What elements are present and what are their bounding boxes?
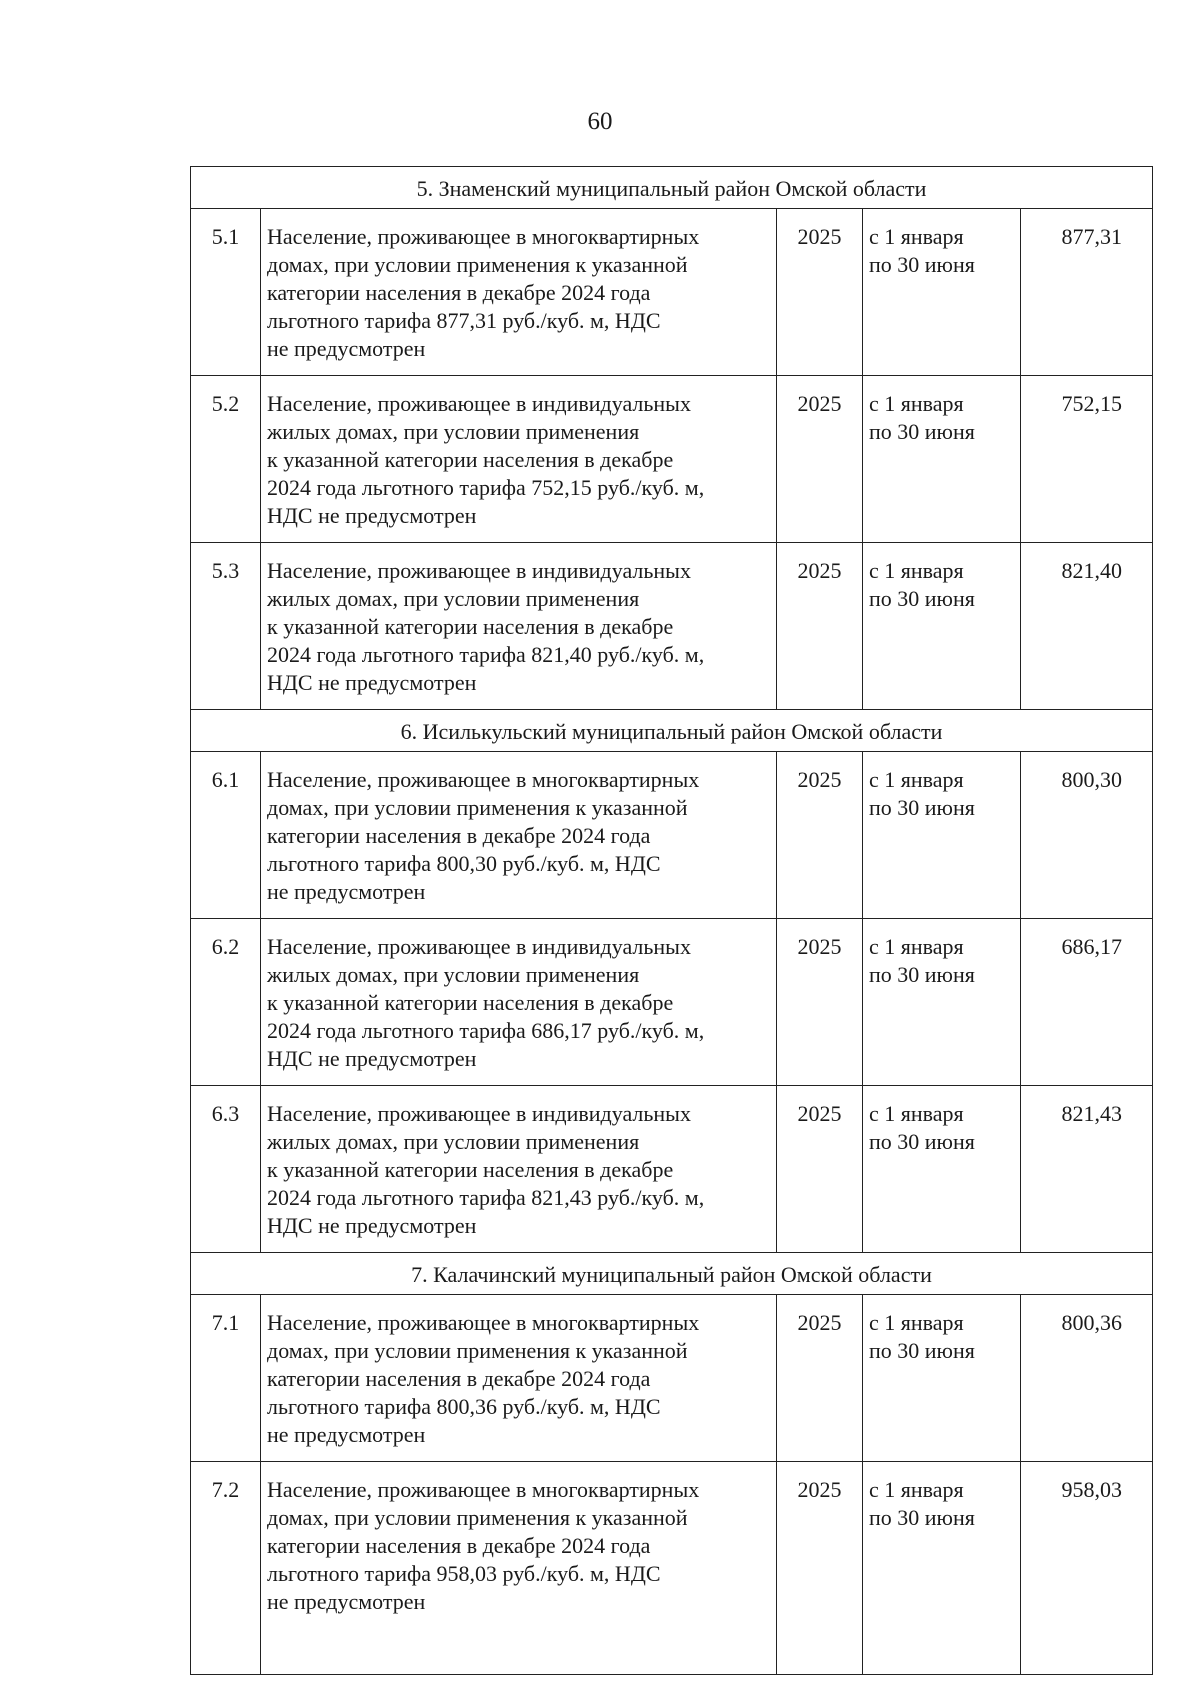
description-line: жилых домах, при условии применения <box>267 962 640 987</box>
description-line: категории населения в декабре 2024 года <box>267 823 651 848</box>
period-line: по 30 июня <box>869 1129 975 1154</box>
description-line: домах, при условии применения к указанной <box>267 1505 688 1530</box>
description-line: 2024 года льготного тарифа 752,15 руб./куб. м, <box>267 475 705 500</box>
period-line: с 1 января <box>869 224 964 249</box>
row-period <box>863 1295 1021 1462</box>
description-line: Население, проживающее в индивидуальных <box>267 391 691 416</box>
period-line: с 1 января <box>869 558 964 583</box>
description-line: жилых домах, при условии применения <box>267 419 640 444</box>
description-line: льготного тарифа 877,31 руб./куб. м, НДС <box>267 308 661 333</box>
description-line: НДС не предусмотрен <box>267 1213 477 1238</box>
row-period <box>863 543 1021 710</box>
row-description <box>261 543 777 710</box>
description-line: к указанной категории населения в декабре <box>267 990 674 1015</box>
description-line: не предусмотрен <box>267 1589 426 1614</box>
description-line: 2024 года льготного тарифа 821,40 руб./куб. м, <box>267 642 705 667</box>
section-header-row <box>191 710 1153 752</box>
table-row <box>191 919 1153 1086</box>
row-number: 7.1 <box>191 1295 261 1462</box>
period-line: по 30 июня <box>869 419 975 444</box>
row-period <box>863 1086 1021 1253</box>
row-description <box>261 1295 777 1462</box>
description-line: категории населения в декабре 2024 года <box>267 1366 651 1391</box>
description-line: Население, проживающее в индивидуальных <box>267 1101 691 1126</box>
row-description <box>261 376 777 543</box>
row-period <box>863 1462 1021 1675</box>
description-line: льготного тарифа 800,36 руб./куб. м, НДС <box>267 1394 661 1419</box>
section-title: 7. Калачинский муниципальный район Омской области <box>191 1253 1153 1295</box>
description-line: НДС не предусмотрен <box>267 1046 477 1071</box>
description-line: к указанной категории населения в декабре <box>267 1157 674 1182</box>
period-line: по 30 июня <box>869 1505 975 1530</box>
period-line: по 30 июня <box>869 795 975 820</box>
row-tariff-value: 686,17 <box>1021 919 1153 1086</box>
table-row <box>191 1462 1153 1675</box>
row-description <box>261 1462 777 1675</box>
table-body <box>191 167 1153 1675</box>
period-line: по 30 июня <box>869 586 975 611</box>
row-number: 5.3 <box>191 543 261 710</box>
description-line: домах, при условии применения к указанной <box>267 252 688 277</box>
description-line: жилых домах, при условии применения <box>267 1129 640 1154</box>
table-row <box>191 543 1153 710</box>
description-line: Население, проживающее в индивидуальных <box>267 558 691 583</box>
section-header-row <box>191 1253 1153 1295</box>
row-number: 5.1 <box>191 209 261 376</box>
period-line: с 1 января <box>869 934 964 959</box>
description-line: 2024 года льготного тарифа 821,43 руб./куб. м, <box>267 1185 705 1210</box>
tariff-table <box>190 166 1153 1675</box>
row-period <box>863 376 1021 543</box>
row-tariff-value: 877,31 <box>1021 209 1153 376</box>
row-description <box>261 752 777 919</box>
description-line: не предусмотрен <box>267 1422 426 1447</box>
period-line: с 1 января <box>869 1101 964 1126</box>
description-line: НДС не предусмотрен <box>267 503 477 528</box>
row-description <box>261 1086 777 1253</box>
period-line: по 30 июня <box>869 252 975 277</box>
description-line: Население, проживающее в многоквартирных <box>267 767 700 792</box>
description-line: категории населения в декабре 2024 года <box>267 280 651 305</box>
row-number: 6.1 <box>191 752 261 919</box>
row-number: 6.2 <box>191 919 261 1086</box>
period-line: с 1 января <box>869 1310 964 1335</box>
row-number: 7.2 <box>191 1462 261 1675</box>
period-line: с 1 января <box>869 767 964 792</box>
row-year: 2025 <box>777 752 863 919</box>
row-year: 2025 <box>777 1295 863 1462</box>
table-row <box>191 1086 1153 1253</box>
row-tariff-value: 800,30 <box>1021 752 1153 919</box>
description-line: льготного тарифа 958,03 руб./куб. м, НДС <box>267 1561 661 1586</box>
description-line: жилых домах, при условии применения <box>267 586 640 611</box>
section-title: 5. Знаменский муниципальный район Омской области <box>191 167 1153 209</box>
row-tariff-value: 958,03 <box>1021 1462 1153 1675</box>
row-number: 5.2 <box>191 376 261 543</box>
description-line: к указанной категории населения в декабре <box>267 447 674 472</box>
period-line: с 1 января <box>869 1477 964 1502</box>
row-period <box>863 209 1021 376</box>
description-line: Население, проживающее в индивидуальных <box>267 934 691 959</box>
table-row <box>191 209 1153 376</box>
description-line: домах, при условии применения к указанной <box>267 795 688 820</box>
row-number: 6.3 <box>191 1086 261 1253</box>
page-number: 60 <box>587 108 613 135</box>
description-line: НДС не предусмотрен <box>267 670 477 695</box>
row-year: 2025 <box>777 209 863 376</box>
section-title: 6. Исилькульский муниципальный район Омской области <box>191 710 1153 752</box>
row-period <box>863 752 1021 919</box>
description-line: к указанной категории населения в декабре <box>267 614 674 639</box>
description-line: 2024 года льготного тарифа 686,17 руб./куб. м, <box>267 1018 705 1043</box>
description-line: не предусмотрен <box>267 879 426 904</box>
period-line: с 1 января <box>869 391 964 416</box>
period-line: по 30 июня <box>869 1338 975 1363</box>
description-line: Население, проживающее в многоквартирных <box>267 1310 700 1335</box>
row-tariff-value: 821,40 <box>1021 543 1153 710</box>
section-header-row <box>191 167 1153 209</box>
table-row <box>191 376 1153 543</box>
row-tariff-value: 752,15 <box>1021 376 1153 543</box>
row-year: 2025 <box>777 1086 863 1253</box>
row-year: 2025 <box>777 376 863 543</box>
row-year: 2025 <box>777 543 863 710</box>
description-line: не предусмотрен <box>267 336 426 361</box>
row-period <box>863 919 1021 1086</box>
description-line: Население, проживающее в многоквартирных <box>267 1477 700 1502</box>
row-description <box>261 209 777 376</box>
table-row <box>191 752 1153 919</box>
period-line: по 30 июня <box>869 962 975 987</box>
row-tariff-value: 821,43 <box>1021 1086 1153 1253</box>
table-row <box>191 1295 1153 1462</box>
row-tariff-value: 800,36 <box>1021 1295 1153 1462</box>
row-year: 2025 <box>777 1462 863 1675</box>
row-description <box>261 919 777 1086</box>
description-line: Население, проживающее в многоквартирных <box>267 224 700 249</box>
row-year: 2025 <box>777 919 863 1086</box>
description-line: льготного тарифа 800,30 руб./куб. м, НДС <box>267 851 661 876</box>
description-line: категории населения в декабре 2024 года <box>267 1533 651 1558</box>
description-line: домах, при условии применения к указанной <box>267 1338 688 1363</box>
